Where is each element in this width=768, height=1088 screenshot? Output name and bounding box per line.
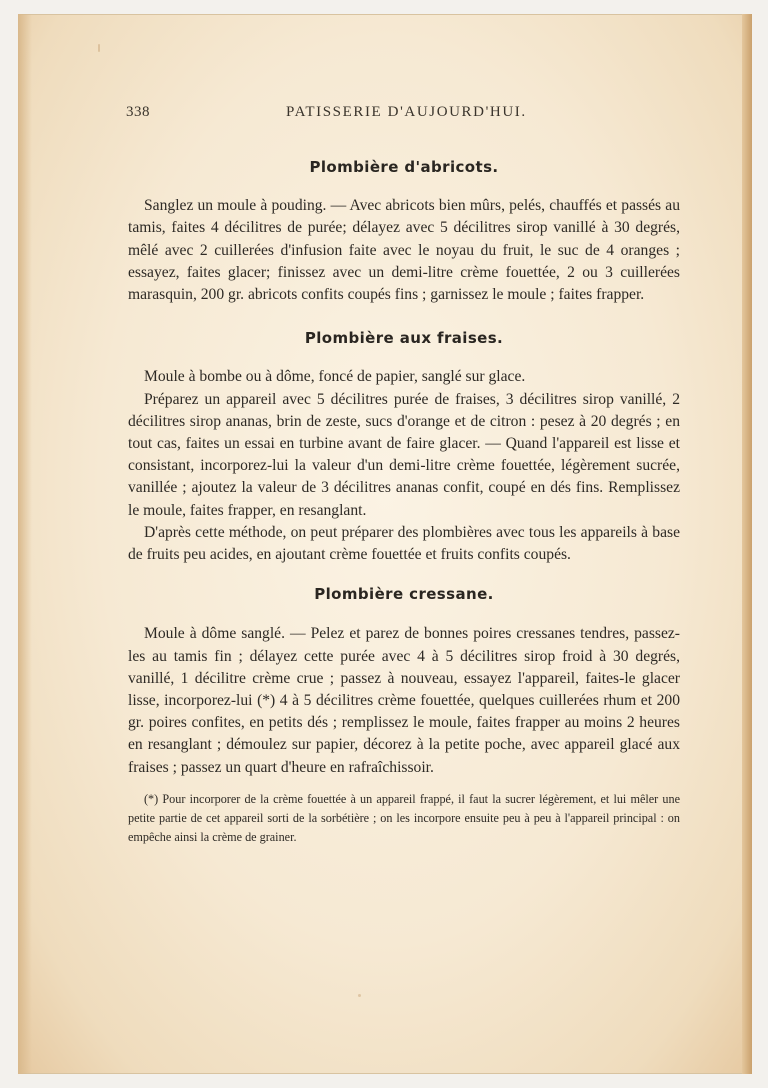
page-number: 338 [126, 104, 150, 120]
section-title: Plombière d'abricots. [309, 158, 499, 176]
paper-speck [358, 994, 361, 997]
page-content [128, 156, 680, 847]
paragraph: Moule à dôme sanglé. — Pelez et parez de bonnes poires cressanes tendres, passez-les au tamis fin ; délayez cette purée avec 4 à 5 décilitres sirop froid à 30 degrés, vanillé, 1 décilitre crème crue ; passez à nouveau, essayez l'appareil, faites-le glacer lisse, incorporez-lui (*) 4 à 5 décilitres crème fouettée, quelques cuillerées rhum et 200 gr. poires confites, en petits dés ; remplissez le moule, faites frapper au moins 2 heures en resanglant ; démoulez sur papier, décorez à la petite poche, avec appareil glacé aux fraises ; passez un quart d'heure en rafraîchissoir. [128, 625, 680, 776]
paragraph: Préparez un appareil avec 5 décilitres purée de fraises, 3 décilitres sirop vanillé, 2 décilitres sirop ananas, brin de zeste, sucs d'orange et de citron : pesez à 20 degrés ; en tout cas, faites un essai en turbine avant de faire glacer. — Quand l'appareil est lisse et consistant, incorporez-lui la valeur d'un demi-litre crème fouettée, légèrement sucrée, vanillée ; ajoutez la valeur de 3 décilitres ananas confit, coupé en dés fins. Remplissez le moule, faites frapper, en resanglant. [128, 390, 680, 519]
book-page [18, 14, 752, 1074]
running-header [126, 104, 686, 126]
paragraph: Moule à bombe ou à dôme, foncé de papier, sanglé sur glace. [144, 368, 526, 386]
section-title: Plombière cressane. [314, 585, 494, 604]
paper-speck [98, 44, 100, 52]
paragraph: Sanglez un moule à pouding. — Avec abricots bien mûrs, pelés, chauffés et passés au tamis, faites 4 décilitres de purée; délayez avec 5 décilitres sirop vanillé à 30 degrés, mêlé avec 2 cuillerées d'infusion faite avec le noyau du fruit, le suc de 4 oranges ; essayez, faites glacer; finissez avec un demi-litre crème fouettée, 2 ou 3 cuillerées marasquin, 200 gr. abricots confits coupés fins ; garnissez le moule ; faites frapper. [128, 197, 680, 304]
footnote: (*) Pour incorporer de la crème fouettée à un appareil frappé, il faut la sucrer légèrement, et lui mêler une petite partie de cet appareil sorti de la sorbétière ; on les incorpore ensuite peu à peu à l'appareil principal : on empêche ainsi la crème de grainer. [128, 791, 680, 844]
page-spine-edge [742, 14, 752, 1074]
section-title: Plombière aux fraises. [304, 329, 504, 348]
running-title: PATISSERIE D'AUJOURD'HUI. [286, 104, 527, 120]
paragraph: D'après cette méthode, on peut préparer des plombières avec tous les appareils à base de fruits peu acides, en ajoutant crème fouettée et fruits confits coupés. [128, 523, 680, 564]
